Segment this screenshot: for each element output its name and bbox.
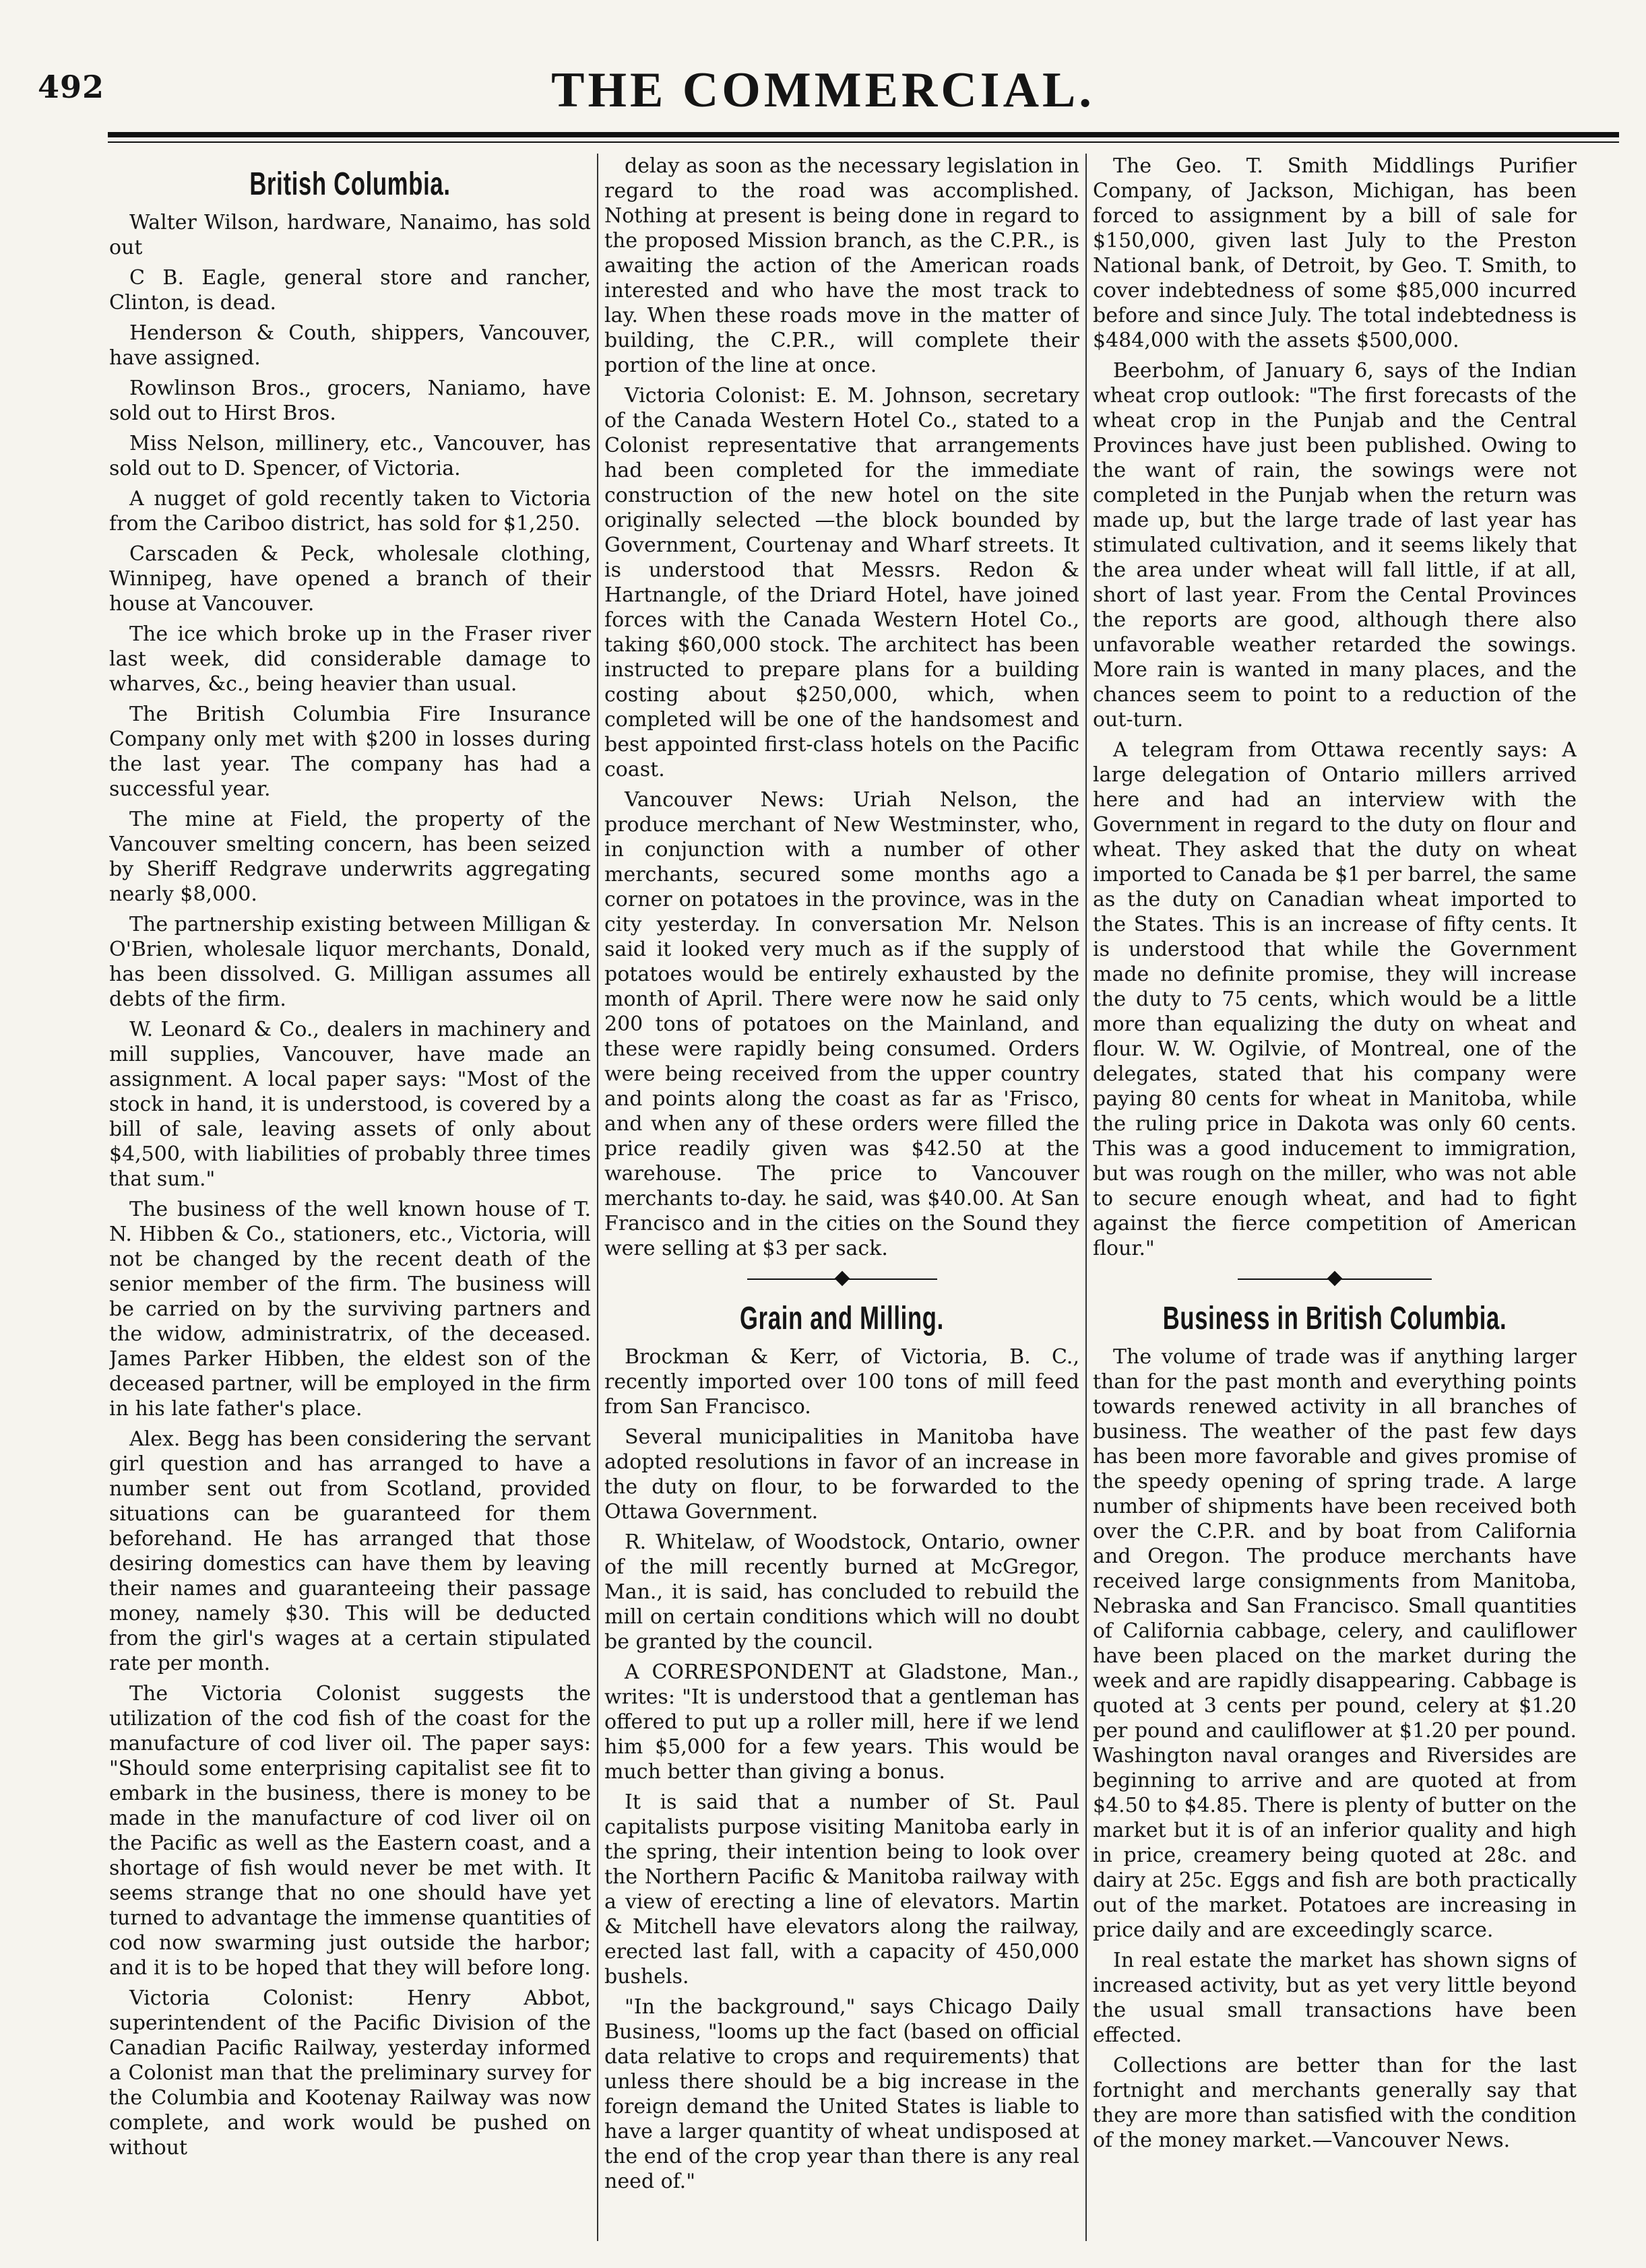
article-paragraph: Carscaden & Peck, wholesale clothing, Winnipeg, have opened a branch of their house at Vancouver. xyxy=(109,542,591,616)
article-paragraph: The partnership existing between Milligan & O'Brien, wholesale liquor merchants, Donald, has been dissolved. G. Milligan assumes all debts of the firm. xyxy=(109,913,591,1011)
article-paragraph: The volume of trade was if anything larger than for the past month and everything points towards renewed activity in all branches of business. The weather of the past few days has been more favorable and gives promise of the speedy opening of spring trade. A large number of shipments have been received both over the C.P.R. and by boat from California and Oregon. The produce merchants have received large consignments from Manitoba, Nebraska and San Francisco. Small quantities of California cabbage, celery, and cauliflower have been placed on the market during the week and are rapidly disappearing. Cabbage is quoted at 3 cents per pound, celery at $1.20 per pound and cauliflower at $1.20 per pound. Washington naval oranges and Riversides are beginning to arrive and are quoted at from $4.50 to $4.85. There is plenty of butter on the market but it is of an inferior quality and high in price, creamery being quoted at 28c. and dairy at 25c. Eggs and fish are both practically out of the market. Potatoes are increasing in price daily and are exceedingly scarce. xyxy=(1093,1345,1577,1942)
article-paragraph: The ice which broke up in the Fraser river last week, did considerable damage to wharves, &c., being heavier than usual. xyxy=(109,622,591,696)
article-paragraph: "In the background," says Chicago Daily Business, "looms up the fact (based on official data relative to crops and requirements) that unless there should be a big increase in the foreign demand the United States is liable to have a larger quantity of wheat undisposed at the end of the crop year than there is any real need of." xyxy=(604,1995,1079,2193)
article-paragraph: Victoria Colonist: Henry Abbot, superintendent of the Pacific Division of the Canadian Pacific Railway, yesterday informed a Colonist man that the preliminary survey for the Columbia and Kootenay Railway was now complete, and work would be pushed on without xyxy=(109,1986,591,2160)
article-paragraph: Brockman & Kerr, of Victoria, B. C., recently imported over 100 tons of mill feed from San Francisco. xyxy=(604,1345,1079,1419)
header-rule-thick xyxy=(108,132,1619,137)
section-heading-grain-and-milling: Grain and Milling. xyxy=(740,1301,944,1336)
article-paragraph: It is said that a number of St. Paul capitalists purpose visiting Manitoba early in the spring, their intention being to look over the Northern Pacific & Manitoba railway with a view of erecting a line of elevators. Martin & Mitchell have elevators along the railway, erected last fall, with a capacity of 450,000 bushels. xyxy=(604,1790,1079,1988)
article-paragraph: The mine at Field, the property of the Vancouver smelting concern, has been seized by Sheriff Redgrave underwrits aggregating nearly $8,000. xyxy=(109,808,591,906)
column-divider xyxy=(597,154,598,2241)
article-paragraph: Several municipalities in Manitoba have adopted resolutions in favor of an increase in the duty on flour, to be forwarded to the Ottawa Government. xyxy=(604,1425,1079,1524)
article-paragraph: A telegram from Ottawa recently says: A large delegation of Ontario millers arrived here and had an interview with the Government in regard to the duty on flour and wheat. They asked that the duty on wheat imported to Canada be $1 per barrel, the same as the duty on Canadian wheat imported to the States. This is an increase of fifty cents. It is understood that while the Government made no definite promise, they will increase the duty to 75 cents, which would be a little more than equalizing the duty on wheat and flour. W. W. Ogilvie, of Montreal, one of the delegates, stated that his company were paying 80 cents for wheat in Manitoba, while the ruling price in Dakota was only 60 cents. This was a good inducement to immigration, but was rough on the miller, who was not able to secure enough wheat, and had to fight against the fierce competition of American flour." xyxy=(1093,738,1577,1260)
article-paragraph: Alex. Begg has been considering the servant girl question and has arranged to have a number sent out from Scotland, provided situations can be guaranteed for them beforehand. He has arranged that those desiring domestics can have them by leaving their names and guaranteeing their passage money, namely $30. This will be deducted from the girl's wages at a certain stipulated rate per month. xyxy=(109,1427,591,1675)
article-paragraph: R. Whitelaw, of Woodstock, Ontario, owner of the mill recently burned at McGregor, Man., it is said, has concluded to rebuild the mill on certain conditions which will no doubt be granted by the council. xyxy=(604,1530,1079,1654)
article-list xyxy=(604,1344,1079,2194)
article-list xyxy=(1093,1344,1577,2153)
article-list xyxy=(1093,154,1577,1261)
section-heading-business-in-british-columbia: Business in British Columbia. xyxy=(1162,1301,1507,1336)
article-paragraph: Victoria Colonist: E. M. Johnson, secretary of the Canada Western Hotel Co., stated to a Colonist representative that arrangements had been completed for the immediate construction of the new hotel on the site originally selected —the block bounded by Government, Courtenay and Wharf streets. It is understood that Messrs. Redon & Hartnangle, of the Driard Hotel, have joined forces with the Canada Western Hotel Co., taking $60,000 stock. The architect has been instructed to prepare plans for a building costing about $250,000, which, when completed will be one of the handsomest and best appointed first-class hotels on the Pacific coast. xyxy=(604,384,1079,781)
article-paragraph: W. Leonard & Co., dealers in machinery and mill supplies, Vancouver, have made an assignment. A local paper says: "Most of the stock in hand, it is understood, is covered by a bill of sale, leaving assets of only about $4,500, with liabilities of probably three times that sum." xyxy=(109,1018,591,1191)
article-paragraph: The Geo. T. Smith Middlings Purifier Company, of Jackson, Michigan, has been forced to assignment by a bill of sale for $150,000, given last July to the Preston National bank, of Detroit, by Geo. T. Smith, to cover indebtedness of some $85,000 incurred before and since July. The total indebtedness is $484,000 with the assets $500,000. xyxy=(1093,154,1577,352)
article-paragraph: Miss Nelson, millinery, etc., Vancouver, has sold out to D. Spencer, of Victoria. xyxy=(109,432,591,480)
masthead-title: THE COMMERCIAL. xyxy=(551,63,1095,118)
page-number: 492 xyxy=(38,69,105,105)
article-paragraph: The British Columbia Fire Insurance Company only met with $200 in losses during the last year. The company has had a successful year. xyxy=(109,703,591,801)
column-2 xyxy=(604,154,1079,2241)
article-paragraph: In real estate the market has shown signs of increased activity, but as yet very little beyond the usual small transactions have been effected. xyxy=(1093,1949,1577,2047)
header-rule-thin xyxy=(108,141,1619,143)
article-paragraph: Vancouver News: Uriah Nelson, the produce merchant of New Westminster, who, in conjunction with a number of other merchants, secured some months ago a corner on potatoes in the province, was in the city yesterday. In conversation Mr. Nelson said it looked very much as if the supply of potatoes would be entirely exhausted by the month of April. There were now he said only 200 tons of potatoes on the Mainland, and these were rapidly being consumed. Orders were being received from the upper country and points along the coast as far as 'Frisco, and when any of these orders were filled the price readily given was $42.50 at the warehouse. The price to Vancouver merchants to-day. he said, was $40.00. At San Francisco and in the cities on the Sound they were selling at $3 per sack. xyxy=(604,788,1079,1260)
article-paragraph: Beerbohm, of January 6, says of the Indian wheat crop outlook: "The first forecasts of the wheat crop in the Punjab and the Central Provinces have just been published. Owing to the want of rain, the sowings were not completed in the Punjab when the return was made up, but the large trade of last year has stimulated cultivation, and it seems likely that the area under wheat will fall little, if at all, short of last year. From the Cental Provinces the reports are good, although there also unfavorable weather retarded the sowings. More rain is wanted in many places, and the chances seem to point to a reduction of the out-turn. xyxy=(1093,359,1577,732)
article-paragraph: The Victoria Colonist suggests the utilization of the cod fish of the coast for the manufacture of cod liver oil. The paper says: "Should some enterprising capitalist see fit to embark in the business, there is money to be made in the manufacture of cod liver oil on the Pacific as well as the Eastern coast, and a shortage of fish would never be met with. It seems strange that no one should have yet turned to advantage the immense quantities of cod now swarming just outside the harbor; and it is to be hoped that they will before long. xyxy=(109,1682,591,1980)
section-ornament xyxy=(604,1270,1079,1288)
column-3 xyxy=(1093,154,1577,2241)
section-heading-british-columbia: British Columbia. xyxy=(249,166,451,202)
article-paragraph: Walter Wilson, hardware, Nanaimo, has sold out xyxy=(109,211,591,259)
column-1 xyxy=(109,154,591,2241)
article-paragraph: C B. Eagle, general store and rancher, Clinton, is dead. xyxy=(109,266,591,315)
article-list xyxy=(604,154,1079,1261)
article-paragraph: The business of the well known house of T. N. Hibben & Co., stationers, etc., Victoria, will not be changed by the recent death of the senior member of the firm. The business will be carried on by the surviving partners and the widow, administratrix, of the deceased. James Parker Hibben, the eldest son of the deceased partner, will be employed in the firm in his late father's place. xyxy=(109,1198,591,1421)
article-list xyxy=(109,210,591,2160)
article-paragraph: A CORRESPONDENT at Gladstone, Man., writes: "It is understood that a gentleman has offered to put up a roller mill, here if we lend him $5,000 for a few years. This would be much better than giving a bonus. xyxy=(604,1660,1079,1784)
article-paragraph: Henderson & Couth, shippers, Vancouver, have assigned. xyxy=(109,321,591,370)
article-paragraph: A nugget of gold recently taken to Victoria from the Cariboo district, has sold for $1,250. xyxy=(109,487,591,536)
column-divider xyxy=(1085,154,1087,2241)
article-paragraph: Rowlinson Bros., grocers, Naniamo, have sold out to Hirst Bros. xyxy=(109,377,591,425)
article-paragraph: Collections are better than for the last fortnight and merchants generally say that they are more than satisfied with the condition of the money market.—Vancouver News. xyxy=(1093,2054,1577,2152)
article-paragraph: delay as soon as the necessary legislation in regard to the road was accomplished. Nothing at present is being done in regard to the proposed Mission branch, as the C.P.R., is awaiting the action of the American roads interested and who have the most track to lay. When these roads move in the matter of building, the C.P.R., will complete their portion of the line at once. xyxy=(604,154,1079,377)
section-ornament xyxy=(1093,1270,1577,1288)
